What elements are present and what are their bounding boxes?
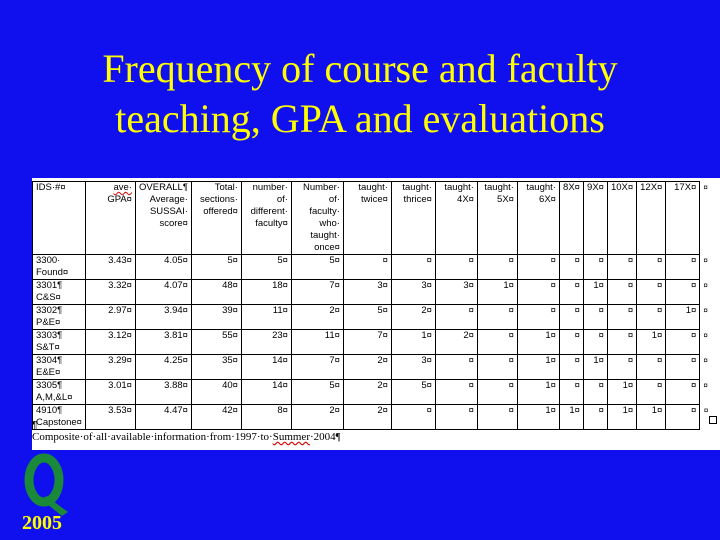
header-cell: taught· 6X¤	[517, 182, 559, 255]
data-cell: ¤	[517, 280, 559, 305]
header-cell: taught· thrice¤	[391, 182, 435, 255]
data-cell: 2¤	[391, 305, 435, 330]
data-cell: ¤	[583, 330, 607, 355]
data-cell: 39¤	[191, 305, 241, 330]
header-cell: taught· 4X¤	[435, 182, 477, 255]
data-cell: 1¤	[583, 280, 607, 305]
table-row	[33, 405, 712, 430]
data-cell: ¤	[435, 380, 477, 405]
header-cell: ave· GPA¤	[85, 182, 135, 255]
data-cell: 2¤	[291, 405, 343, 430]
data-cell: ¤	[391, 405, 435, 430]
row-end-mark: ¤	[703, 405, 709, 415]
header-cell: 8X¤	[559, 182, 583, 255]
data-table	[32, 181, 712, 430]
header-cell: IDS·#¤	[33, 182, 86, 255]
data-cell: ¤	[607, 305, 636, 330]
data-cell: 5¤	[191, 255, 241, 280]
data-cell: 7¤	[291, 355, 343, 380]
row-end-mark: ¤	[703, 305, 708, 315]
data-cell: 3301¶ C&S¤	[33, 280, 86, 305]
data-cell: 1¤	[607, 380, 636, 405]
data-cell: ¤	[666, 405, 700, 430]
data-cell: ¤	[666, 380, 700, 405]
data-cell: 3¤	[435, 280, 477, 305]
data-cell: 40¤	[191, 380, 241, 405]
row-end-mark: ¤	[703, 330, 708, 340]
data-cell: 5¤	[343, 305, 391, 330]
data-cell: 4.07¤	[135, 280, 191, 305]
data-cell: ¤	[559, 280, 583, 305]
end-of-table-box	[709, 416, 717, 424]
data-cell: ¤	[435, 305, 477, 330]
data-cell: 8¤	[241, 405, 291, 430]
header-cell: taught· 5X¤	[477, 182, 517, 255]
data-cell: 1¤	[391, 330, 435, 355]
data-cell: 1¤	[477, 280, 517, 305]
data-cell: 2¤	[435, 330, 477, 355]
data-cell: 1¤	[666, 305, 700, 330]
row-end-mark: ¤	[703, 280, 708, 290]
data-cell: 1¤	[559, 405, 583, 430]
data-cell: ¤	[435, 355, 477, 380]
data-cell: ¤	[607, 330, 636, 355]
data-cell: ¤	[477, 355, 517, 380]
data-cell: 3.81¤	[135, 330, 191, 355]
data-cell: ¤	[559, 255, 583, 280]
table-row	[33, 280, 712, 305]
table-row	[33, 255, 712, 280]
data-cell: ¤	[559, 330, 583, 355]
data-cell: ¤	[666, 255, 700, 280]
data-cell: 2¤	[343, 380, 391, 405]
data-cell: ¤	[666, 280, 700, 305]
data-cell: 11¤	[241, 305, 291, 330]
data-cell: ¤	[583, 405, 607, 430]
table-row	[33, 305, 712, 330]
data-cell: ¤	[637, 305, 666, 330]
data-cell: 2.97¤	[85, 305, 135, 330]
slide-title-line-1: Frequency of course and faculty	[102, 46, 618, 91]
data-cell: 1¤	[517, 380, 559, 405]
header-cell: Number· of· faculty· who· taught· once¤	[291, 182, 343, 255]
data-cell: 3.94¤	[135, 305, 191, 330]
data-cell: 3.32¤	[85, 280, 135, 305]
data-cell: 3304¶ E&E¤	[33, 355, 86, 380]
footnote	[32, 431, 341, 444]
data-cell: ¤	[637, 355, 666, 380]
data-cell: 3303¶ S&T¤	[33, 330, 86, 355]
data-cell: 5¤	[291, 380, 343, 405]
data-cell: ¤	[477, 330, 517, 355]
data-cell: 4.25¤	[135, 355, 191, 380]
data-cell: 2¤	[343, 355, 391, 380]
data-cell: ¤	[637, 255, 666, 280]
data-cell: 5¤	[391, 380, 435, 405]
header-cell: Total· sections· offered¤	[191, 182, 241, 255]
footnote-prefix: Composite·of·all·available·information·from·1997·to·	[32, 431, 273, 443]
data-cell: ¤	[607, 280, 636, 305]
data-cell: 3.43¤	[85, 255, 135, 280]
data-cell: ¤	[391, 255, 435, 280]
header-cell: 12X¤	[637, 182, 666, 255]
data-cell: ¤	[477, 255, 517, 280]
data-cell: 7¤	[343, 330, 391, 355]
data-cell: 14¤	[241, 355, 291, 380]
row-end-mark: ¤	[703, 182, 708, 192]
slide-title	[0, 44, 720, 144]
data-cell: 1¤	[517, 405, 559, 430]
header-cell: 10X¤	[607, 182, 636, 255]
data-cell: 3.53¤	[85, 405, 135, 430]
header-cell: 17X¤	[666, 182, 700, 255]
data-cell: 3¤	[343, 280, 391, 305]
paragraph-mark: ¶	[32, 420, 38, 431]
data-cell: 1¤	[637, 330, 666, 355]
data-cell: 5¤	[241, 255, 291, 280]
data-cell: ¤	[607, 355, 636, 380]
data-cell: 4.05¤	[135, 255, 191, 280]
data-cell: 3305¶ A,M,&L¤	[33, 380, 86, 405]
data-cell: 18¤	[241, 280, 291, 305]
data-cell: 3¤	[391, 355, 435, 380]
year-label: 2005	[22, 512, 62, 534]
data-cell: 1¤	[637, 405, 666, 430]
data-cell: ¤	[583, 380, 607, 405]
data-cell: ¤	[517, 255, 559, 280]
table-header-row	[33, 182, 712, 255]
data-cell: ¤	[435, 255, 477, 280]
data-cell: 4.47¤	[135, 405, 191, 430]
data-cell: 1¤	[583, 355, 607, 380]
data-cell: ¤	[517, 305, 559, 330]
data-cell: ¤	[583, 305, 607, 330]
data-cell: ¤	[477, 380, 517, 405]
data-cell: 3¤	[391, 280, 435, 305]
data-cell: 3300· Found¤	[33, 255, 86, 280]
data-cell: ¤	[435, 405, 477, 430]
data-cell: 2¤	[343, 405, 391, 430]
data-cell: ¤	[559, 305, 583, 330]
data-cell: ¤	[637, 280, 666, 305]
header-cell: OVERALL¶ Average· SUSSAI· score¤	[135, 182, 191, 255]
data-cell: 3.01¤	[85, 380, 135, 405]
data-cell: ¤	[559, 380, 583, 405]
header-cell: number· of· different· faculty¤	[241, 182, 291, 255]
data-cell: 11¤	[291, 330, 343, 355]
data-cell: 14¤	[241, 380, 291, 405]
data-cell: 35¤	[191, 355, 241, 380]
header-cell: taught· twice¤	[343, 182, 391, 255]
data-cell: 48¤	[191, 280, 241, 305]
data-cell: ¤	[477, 305, 517, 330]
data-cell: 3.88¤	[135, 380, 191, 405]
row-end-mark: ¤	[703, 380, 708, 390]
data-cell: 3302¶ P&E¤	[33, 305, 86, 330]
data-cell: ¤	[666, 355, 700, 380]
data-cell: ¤	[607, 255, 636, 280]
data-cell: ¤	[637, 380, 666, 405]
data-cell: 1¤	[517, 330, 559, 355]
table-row	[33, 380, 712, 405]
header-cell: 9X¤	[583, 182, 607, 255]
data-cell: ¤	[559, 355, 583, 380]
data-cell: 1¤	[517, 355, 559, 380]
data-cell: 3.12¤	[85, 330, 135, 355]
data-cell: 3.29¤	[85, 355, 135, 380]
data-cell: ¤	[666, 330, 700, 355]
table-row	[33, 355, 712, 380]
data-cell: 5¤	[291, 255, 343, 280]
data-cell: ¤	[477, 405, 517, 430]
data-cell: ¤	[583, 255, 607, 280]
data-cell: 7¤	[291, 280, 343, 305]
document-panel	[32, 178, 720, 450]
data-cell: 2¤	[291, 305, 343, 330]
footnote-underlined-word: Summer	[272, 431, 310, 443]
slide-title-line-2: teaching, GPA and evaluations	[115, 96, 605, 141]
data-cell: 1¤	[607, 405, 636, 430]
table-row	[33, 330, 712, 355]
data-cell: ¤	[343, 255, 391, 280]
footnote-suffix: ·2004¶	[309, 431, 341, 443]
data-cell: 23¤	[241, 330, 291, 355]
data-cell: 55¤	[191, 330, 241, 355]
row-end-mark: ¤	[703, 355, 708, 365]
row-end-mark: ¤	[703, 255, 708, 265]
data-cell: 4910¶ Capstone¤	[33, 405, 86, 430]
data-cell: 42¤	[191, 405, 241, 430]
